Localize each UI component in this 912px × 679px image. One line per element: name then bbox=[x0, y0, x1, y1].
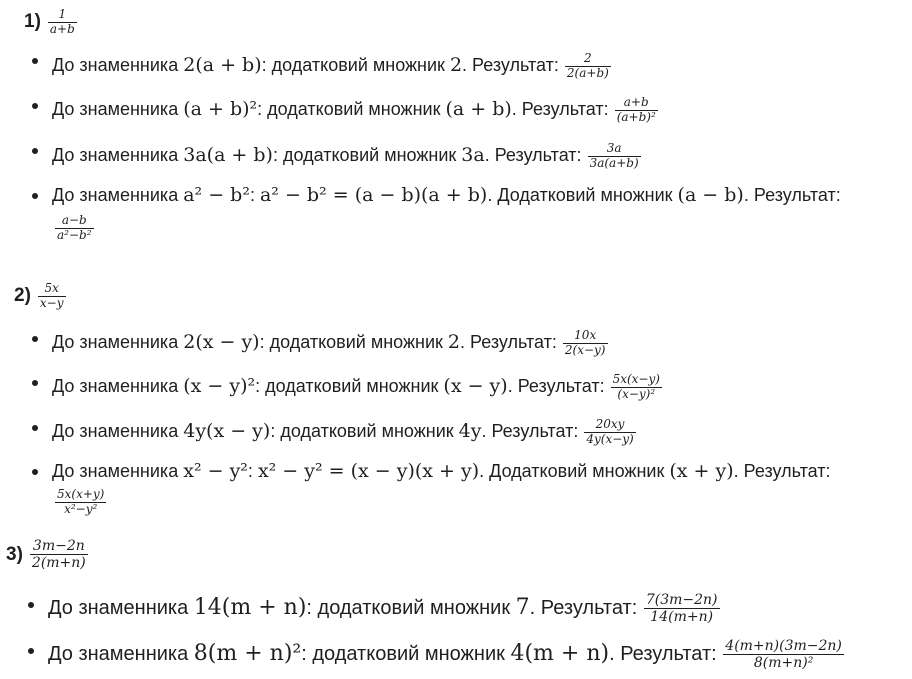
section-fraction: $\frac{3m-2n}{2(m+n)}$ bbox=[31, 538, 86, 572]
section-number: 1) bbox=[24, 11, 41, 33]
result-fraction: $\frac{7(3m-2n)}{14(m+n)}$ bbox=[645, 592, 718, 626]
result-fraction: $\frac{3a}{3a(a+b)}$ bbox=[589, 141, 639, 170]
section-number: 3) bbox=[6, 543, 23, 565]
result-fraction: $\frac{2}{2(a+b)}$ bbox=[566, 51, 609, 80]
result-fraction: $\frac{10x}{2(x-y)}$ bbox=[564, 328, 606, 357]
section-number: 2) bbox=[14, 285, 31, 307]
result-fraction: $\frac{20xy}{4y(x-y)}$ bbox=[586, 417, 634, 446]
result-fraction: $\frac{a+b}{\text{(a+b)²}}$ bbox=[616, 95, 656, 124]
result-fraction: $\frac{5x(x+y)}{\text{x²−y²}}$ bbox=[57, 487, 105, 516]
section-fraction: $\frac{1}{a+b}$ bbox=[49, 7, 75, 36]
section-3-heading bbox=[6, 538, 89, 571]
result-fraction: $\frac{4(m+n)(3m-2n)}{\text{8(m+n)²}}$ bbox=[725, 638, 842, 672]
section-1-heading bbox=[24, 8, 78, 37]
document: 1) $\frac{1}{a+b}$ До знаменника 2(a + b): додатковий множник 2. Результат: $\frac{2}{2(a+b)}$ До знаменника (a + b)²: додатковий множник (a + b). Результат: $\frac{a+b}{\text{(a+b)²}}$ До знаменника 3a(a + b): додатковий множник 3a. Результат: $\frac{3a}{3a(a+b)}$ До знаменника a² − b²: a² − b² = (a − b)(a + b). Додатковий множник (a − b). Результат: $\frac{a-b}{\text{a²−b²}}$ 2) $\frac{5x}{x-y}$ До знаменника 2(x − y): додатковий множник 2. Результат: $\frac{10x}{2(x-y)}$ До знаменника (x − y)²: додатковий множник (x − y). Результат: $\frac{5x(x-y)}{\text{(x−y)²}}$ До знаменника 4y(x − y): додатковий множник 4y. Результат: $\frac{20xy}{4y(x-y)}$ До знаменника x² − y²: x² − y² = (x − y)(x + y). Додатковий множник (x + y). Результат: $\frac{5x(x+y)}{\text{x²−y²}}$ 3) $\frac{3m-2n}{2(m+n)}$ До знаменника 14(m + n): додатковий множник 7. Результат: $\frac{7(3m-2n)}{14(m+n)}$ До знаменника 8(m + n)²: додатковий множник 4(m + n). Результат: $\frac{4(m+n)(3m-2n)}{\text{8(m+n)²}}$ bbox=[6, 7, 842, 672]
result-fraction: $\frac{5x(x-y)}{\text{(x−y)²}}$ bbox=[612, 372, 660, 401]
result-fraction: $\frac{a-b}{\text{a²−b²}}$ bbox=[57, 213, 92, 242]
section-2-heading bbox=[14, 282, 67, 311]
section-fraction: $\frac{5x}{x-y}$ bbox=[39, 281, 64, 310]
